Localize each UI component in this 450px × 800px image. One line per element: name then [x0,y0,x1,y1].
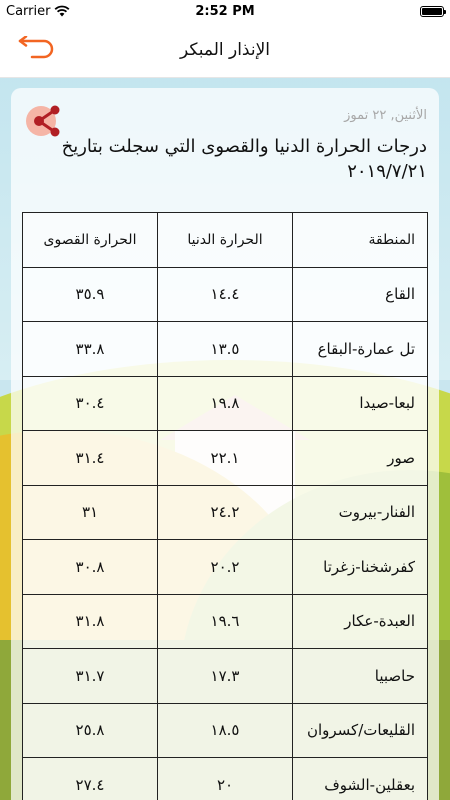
post-date: الأثنين, ٢٢ تموز [344,108,427,123]
min-temp-cell: ١٤.٤ [158,267,293,322]
table-row [23,267,428,322]
region-cell: حاصبيا [293,649,428,704]
table-row [23,649,428,704]
table-header-row [23,213,428,268]
table-row [23,485,428,540]
max-temp-cell: ٣١ [23,485,158,540]
max-temp-cell: ٢٥.٨ [23,703,158,758]
status-bar [0,0,450,22]
carrier-label: Carrier [6,3,51,19]
share-icon[interactable] [25,102,65,138]
table-row [23,703,428,758]
card-heading: درجات الحرارة الدنيا والقصوى التي سجلت بتاريخ ٢٠١٩/٧/٢١ [61,136,427,182]
region-cell: صور [293,431,428,486]
back-arrow-icon[interactable] [10,36,56,64]
region-cell: كفرشخنا-زغرتا [293,540,428,595]
region-cell: الفنار-بيروت [293,485,428,540]
max-temp-cell: ٣٥.٩ [23,267,158,322]
content-card [11,88,439,800]
max-temp-cell: ٣٣.٨ [23,322,158,377]
header-max-temp: الحرارة القصوى [23,213,158,268]
region-cell: القليعات/كسروان [293,703,428,758]
temperature-table [22,212,428,800]
status-left [6,4,70,19]
min-temp-cell: ١٨.٥ [158,703,293,758]
min-temp-cell: ٢٢.١ [158,431,293,486]
table-row [23,758,428,800]
wifi-icon [54,5,70,17]
region-cell: بعقلين-الشوف [293,758,428,800]
table-row [23,431,428,486]
table-row [23,322,428,377]
max-temp-cell: ٣١.٨ [23,594,158,649]
region-cell: لبعا-صيدا [293,376,428,431]
table-row [23,540,428,595]
max-temp-cell: ٢٧.٤ [23,758,158,800]
table-row [23,594,428,649]
page-title: الإنذار المبكر [179,39,271,60]
region-cell: القاع [293,267,428,322]
nav-bar [0,22,450,78]
min-temp-cell: ١٩.٦ [158,594,293,649]
battery-icon [420,6,444,17]
max-temp-cell: ٣٠.٤ [23,376,158,431]
min-temp-cell: ١٧.٣ [158,649,293,704]
max-temp-cell: ٣١.٤ [23,431,158,486]
min-temp-cell: ١٩.٨ [158,376,293,431]
region-cell: العبدة-عكار [293,594,428,649]
max-temp-cell: ٣٠.٨ [23,540,158,595]
status-time: 2:52 PM [195,3,255,19]
header-region: المنطقة [293,213,428,268]
min-temp-cell: ٢٤.٢ [158,485,293,540]
table-row [23,376,428,431]
min-temp-cell: ٢٠ [158,758,293,800]
region-cell: تل عمارة-البقاع [293,322,428,377]
max-temp-cell: ٣١.٧ [23,649,158,704]
min-temp-cell: ١٣.٥ [158,322,293,377]
header-min-temp: الحرارة الدنيا [158,213,293,268]
min-temp-cell: ٢٠.٢ [158,540,293,595]
